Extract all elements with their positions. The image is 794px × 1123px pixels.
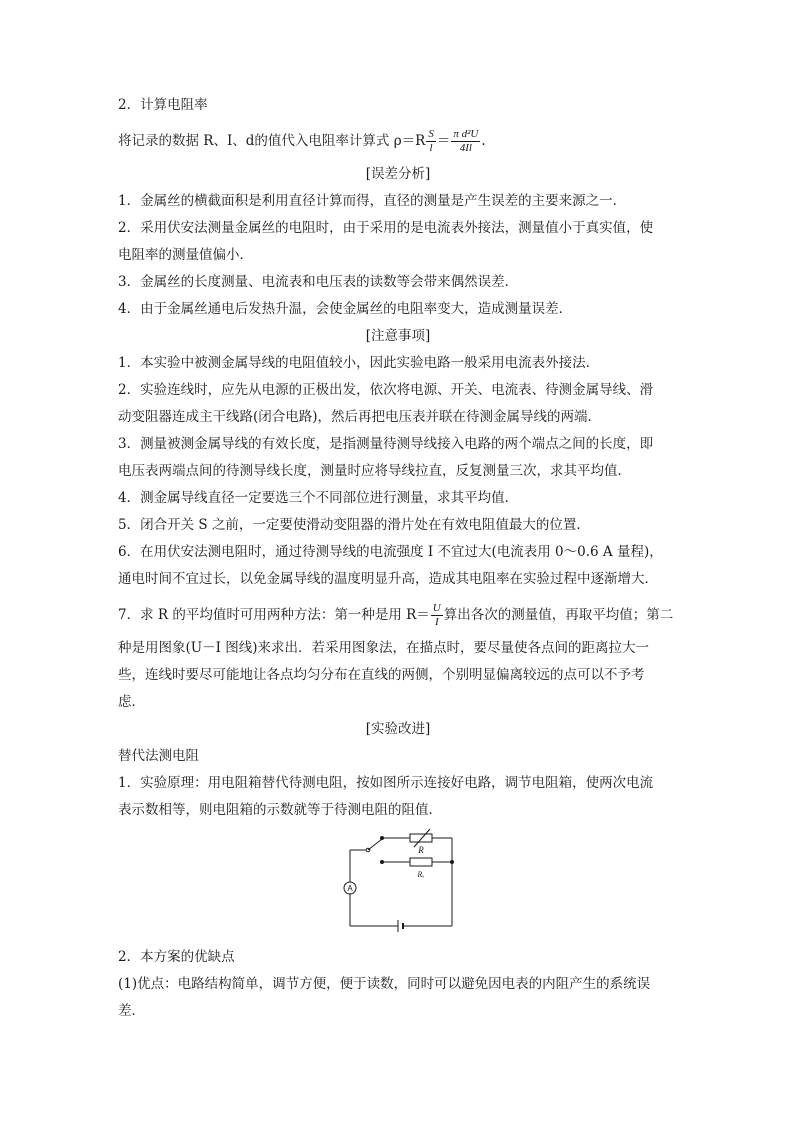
formula-frac1-den: l xyxy=(429,142,433,154)
precaution-item: 通电时间不宜过长，以免金属导线的温度明显升高，造成其电阻率在实验过程中逐渐增大． xyxy=(118,571,658,587)
precaution-item: 5．闭合开关 S 之前，一定要使滑动变阻器的滑片处在有效电阻值最大的位置． xyxy=(118,517,590,533)
formula-frac2-num: π d²U xyxy=(453,128,479,140)
item7-pre: 7．求 R 的平均值时可用两种方法：第一种是用 R＝ xyxy=(118,607,430,623)
item7-frac-den: I xyxy=(434,616,439,628)
precaution-item: 6．在用伏安法测电阻时，通过待测导线的电流强度 I 不宜过大(电流表用 0～0.6 A 量程)， xyxy=(118,544,663,560)
improvement-subtitle: 替代法测电阻 xyxy=(118,748,199,764)
principle-line: 1．实验原理：用电阻箱替代待测电阻，按如图所示连接好电路，调节电阻箱，使两次电流 xyxy=(118,775,654,791)
precaution-item-7-line: 虑． xyxy=(118,694,145,710)
error-item: 2．采用伏安法测量金属丝的电阻时，由于采用的是电流表外接法，测量值小于真实值，使 xyxy=(118,220,654,236)
substitution-circuit-diagram xyxy=(348,830,460,934)
resistor-rx xyxy=(410,858,432,866)
formula-end: . xyxy=(481,133,486,149)
formula-frac1-num: S xyxy=(428,128,434,140)
circuit-diagram-wrap xyxy=(118,830,678,940)
precaution-item-7-line: 种是用图象(U－I 图线)来求出．若采用图象法，在描点时，要尽量使各点间的距离拉大一 xyxy=(118,640,650,656)
formula-fraction-s-over-l xyxy=(426,128,436,155)
resistance-box-r xyxy=(410,834,432,842)
improvement-title: [实验改进] xyxy=(365,721,431,737)
precaution-item: 动变阻器连成主干线路(闭合电路)，然后再把电压表并联在待测金属导线的两端． xyxy=(118,409,602,425)
resistivity-formula-line xyxy=(118,121,678,161)
error-analysis-title: [误差分析] xyxy=(365,166,431,182)
document-content xyxy=(118,92,678,1025)
item7-frac-num: U xyxy=(432,602,441,614)
pros-line: 差． xyxy=(118,1003,145,1019)
item7-post: 算出各次的测量值，再取平均值；第二 xyxy=(443,607,674,623)
error-item: 1．金属丝的横截面积是利用直径计算而得，直径的测量是产生误差的主要来源之一． xyxy=(118,193,627,209)
ammeter-label: A xyxy=(347,884,353,893)
formula-equals: ＝ xyxy=(436,133,451,149)
section-2-heading: 2．计算电阻率 xyxy=(118,97,208,113)
precaution-item: 4．测金属导线直径一定要选三个不同部位进行测量，求其平均值． xyxy=(118,490,519,506)
precaution-item: 2．实验连线时，应先从电源的正极出发，依次将电源、开关、电流表、待测金属导线、滑 xyxy=(118,382,654,398)
error-item: 4．由于金属丝通电后发热升温，会使金属丝的电阻率变大，造成测量误差． xyxy=(118,301,573,317)
resistance-box-label: R xyxy=(418,845,424,855)
resistivity-text: 将记录的数据 R、I、d的值代入电阻率计算式 ρ＝R xyxy=(118,133,426,149)
rx-label: Rₓ xyxy=(417,870,425,879)
precautions-title: [注意事项] xyxy=(365,328,431,344)
principle-line: 表示数相等，则电阻箱的示数就等于待测电阻的阻值． xyxy=(118,802,442,818)
item7-fraction-u-over-i xyxy=(431,602,443,629)
error-item: 电阻率的测量值偏小． xyxy=(118,247,253,263)
precaution-item-7-line: 些，连线时要尽可能地让各点均匀分布在直线的两侧，个别明显偏离较远的点可以不予考 xyxy=(118,667,645,683)
precaution-item-7 xyxy=(118,595,678,635)
formula-frac2-den: 4Il xyxy=(459,142,472,154)
pros-line: (1)优点：电路结构简单，调节方便，便于读数，同时可以避免因电表的内阻产生的系统误 xyxy=(118,976,651,992)
pros-heading: 2．本方案的优缺点 xyxy=(118,949,235,965)
precaution-item: 3．测量被测金属导线的有效长度，是指测量待测导线接入电路的两个端点之间的长度，即 xyxy=(118,436,654,452)
formula-fraction-main xyxy=(451,128,480,155)
precaution-item: 电压表两端点间的待测导线长度，测量时应将导线拉直，反复测量三次，求其平均值． xyxy=(118,463,631,479)
switch-blade xyxy=(368,839,382,850)
error-item: 3．金属丝的长度测量、电流表和电压表的读数等会带来偶然误差． xyxy=(118,274,519,290)
precaution-item: 1．本实验中被测金属导线的电阻值较小，因此实验电路一般采用电流表外接法． xyxy=(118,355,600,371)
